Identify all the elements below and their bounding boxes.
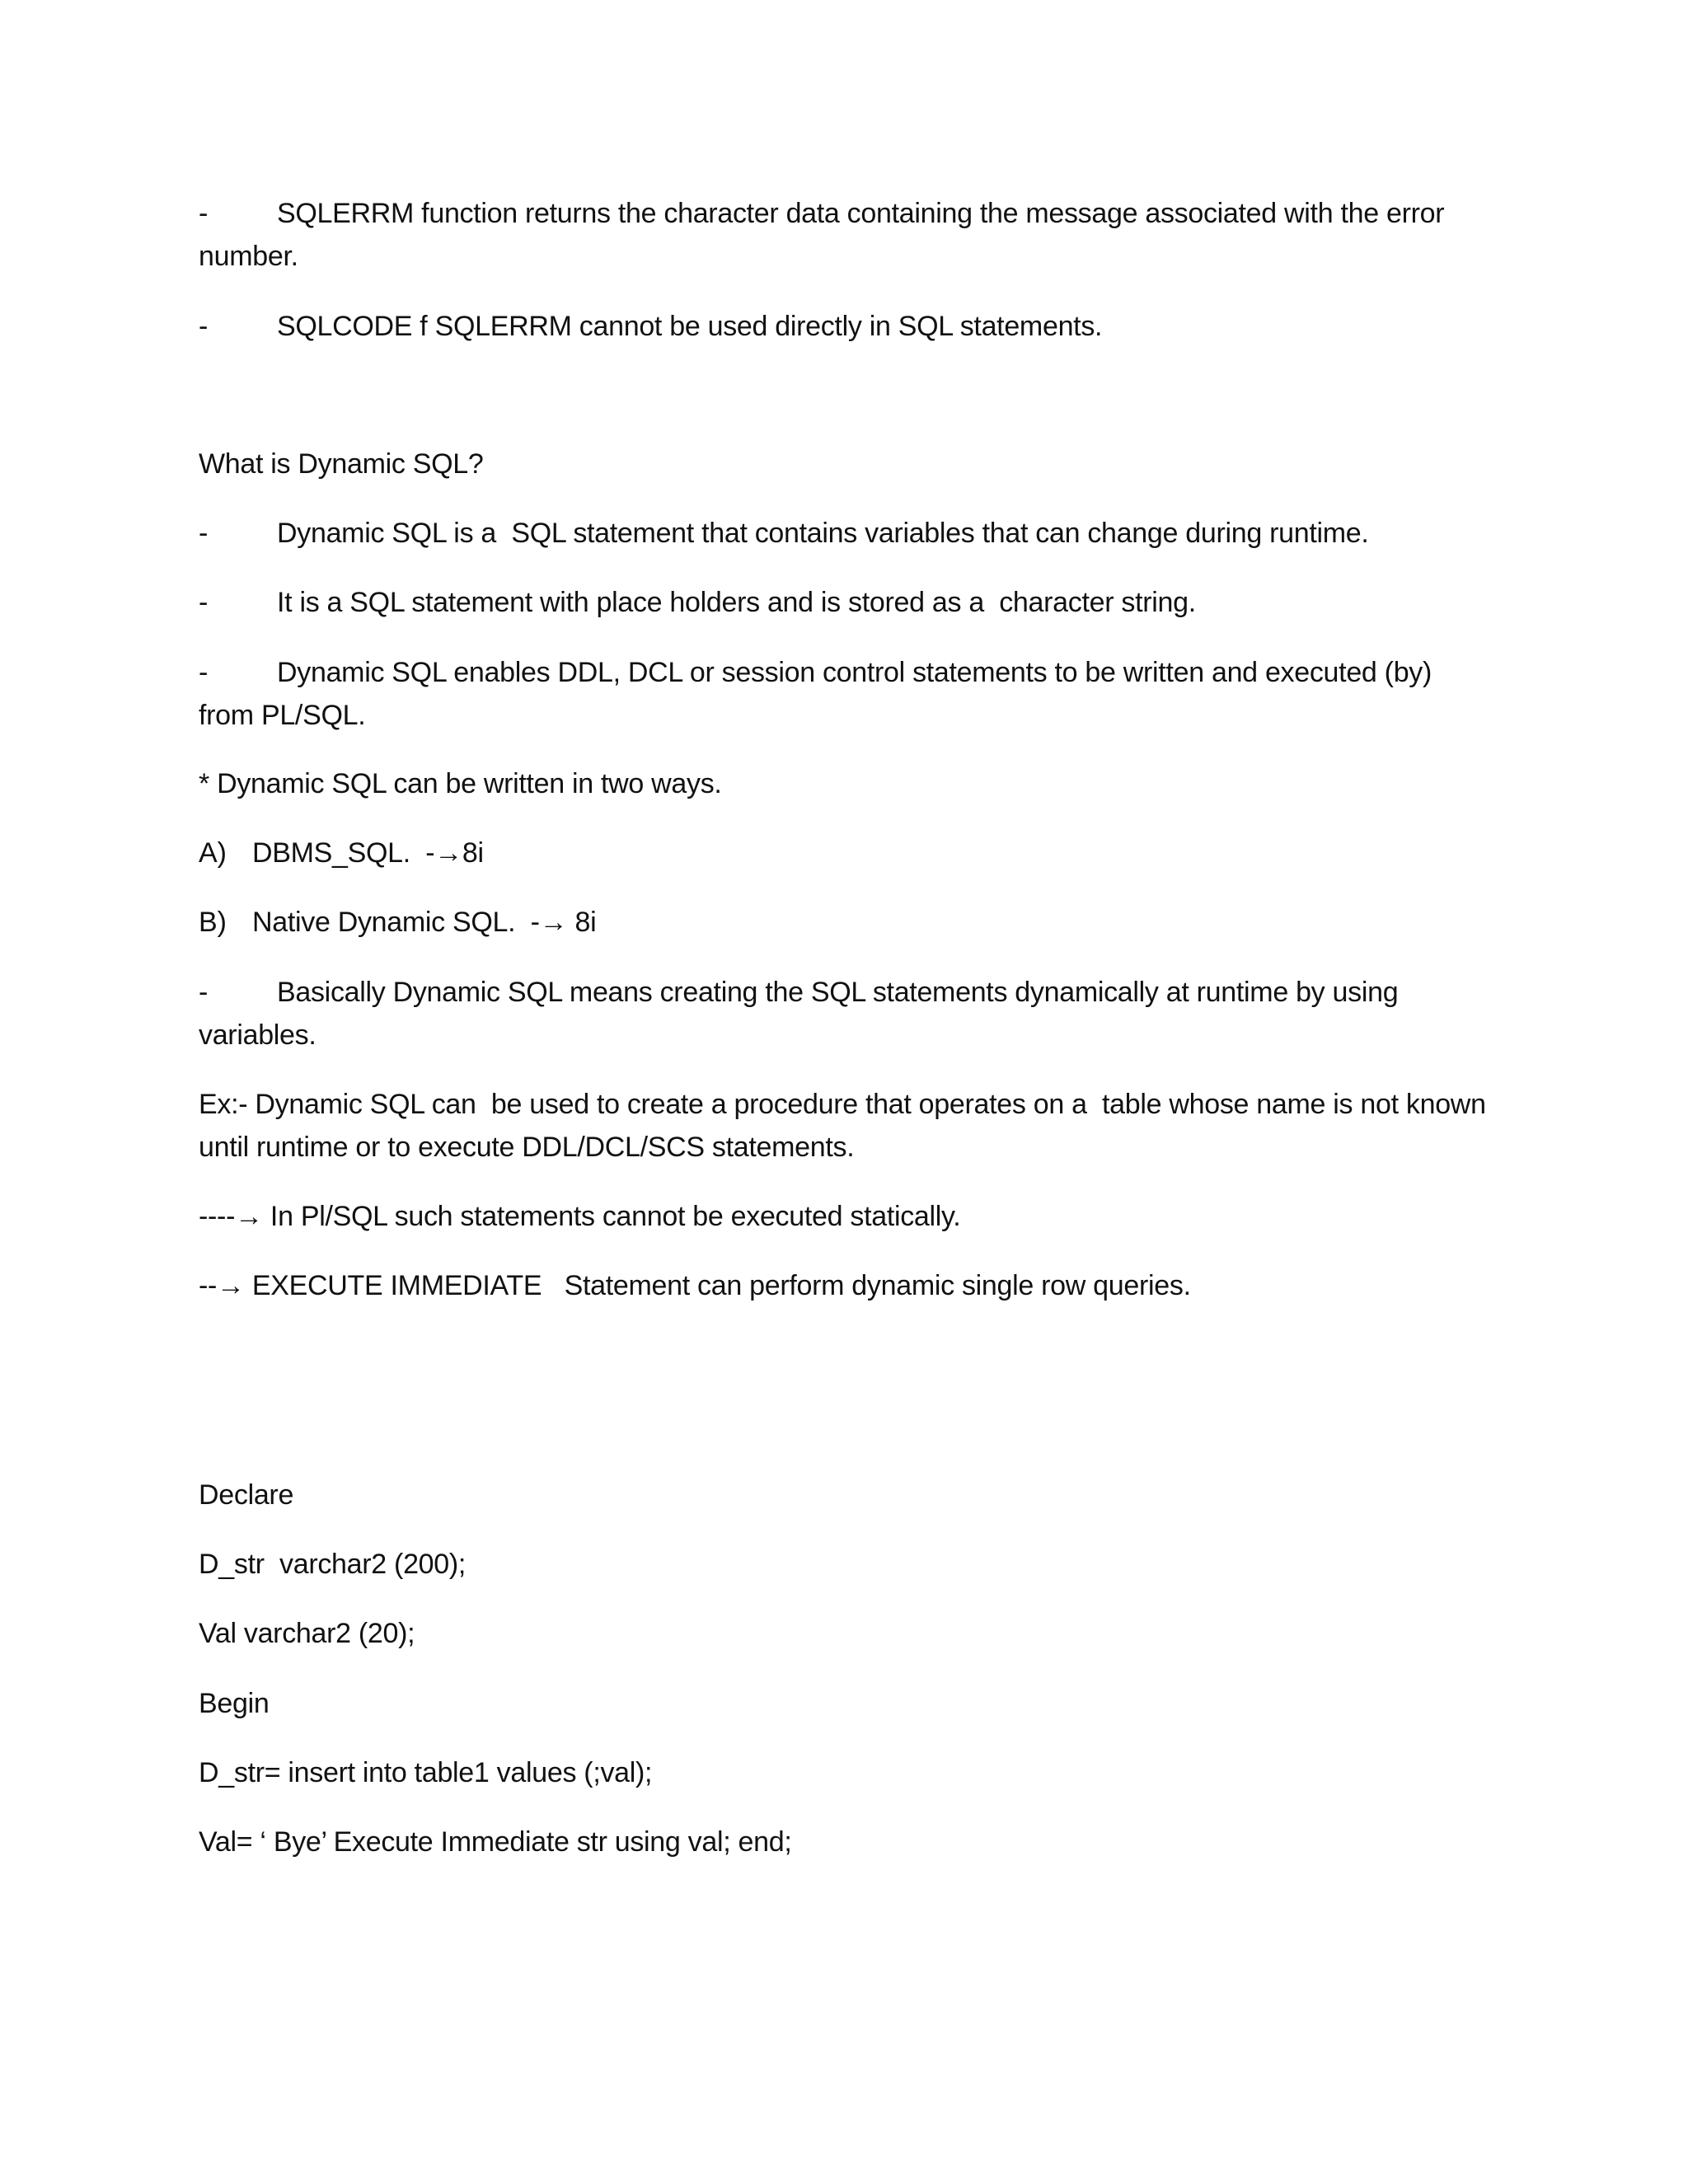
bullet-marker: - bbox=[199, 977, 209, 1008]
code-line: Val= ‘ Bye’ Execute Immediate str using val; end; bbox=[199, 1826, 792, 1858]
bullet-marker: - bbox=[199, 518, 209, 549]
code-line: D_str= insert into table1 values (;val); bbox=[199, 1757, 653, 1788]
bullet-marker: - bbox=[199, 198, 209, 229]
code-line: Begin bbox=[199, 1688, 270, 1719]
way-b-letter: B) bbox=[199, 907, 227, 938]
way-a-letter: A) bbox=[199, 837, 227, 869]
bullet-sqlerrm-line1: SQLERRM function returns the character data containing the message associated with the error bbox=[277, 198, 1445, 229]
bullet-sqlerrm-line2: number. bbox=[199, 241, 298, 272]
bullet-dynamic-sql-definition: Dynamic SQL is a SQL statement that contains variables that can change during runtime. bbox=[277, 518, 1369, 549]
bullet-ddl-dcl-line1: Dynamic SQL enables DDL, DCL or session control statements to be written and executed (by) bbox=[277, 657, 1432, 688]
way-b-text: Native Dynamic SQL. -→ 8i bbox=[252, 907, 597, 938]
code-line: Val varchar2 (20); bbox=[199, 1618, 415, 1649]
section-heading: What is Dynamic SQL? bbox=[199, 448, 484, 480]
example-line1: Ex:- Dynamic SQL can be used to create a procedure that operates on a table whose name is not known bbox=[199, 1089, 1486, 1120]
bullet-marker: - bbox=[199, 311, 209, 342]
bullet-marker: - bbox=[199, 657, 209, 688]
bullet-ddl-dcl-line2: from PL/SQL. bbox=[199, 700, 366, 731]
note-execute-immediate: --→ EXECUTE IMMEDIATE Statement can perform dynamic single row queries. bbox=[199, 1270, 1191, 1301]
bullet-place-holders: It is a SQL statement with place holders and is stored as a character string. bbox=[277, 587, 1196, 618]
way-a-text: DBMS_SQL. -→8i bbox=[252, 837, 484, 869]
bullet-basically-line2: variables. bbox=[199, 1019, 316, 1051]
note-static-execution: ----→ In Pl/SQL such statements cannot be executed statically. bbox=[199, 1201, 961, 1232]
code-line: D_str varchar2 (200); bbox=[199, 1549, 467, 1580]
bullet-marker: - bbox=[199, 587, 209, 618]
code-line: Declare bbox=[199, 1479, 294, 1511]
bullet-basically-line1: Basically Dynamic SQL means creating the SQL statements dynamically at runtime by using bbox=[277, 977, 1399, 1008]
bullet-sqlcode: SQLCODE f SQLERRM cannot be used directly in SQL statements. bbox=[277, 311, 1103, 342]
example-line2: until runtime or to execute DDL/DCL/SCS statements. bbox=[199, 1132, 855, 1163]
ways-intro: * Dynamic SQL can be written in two ways. bbox=[199, 768, 722, 799]
